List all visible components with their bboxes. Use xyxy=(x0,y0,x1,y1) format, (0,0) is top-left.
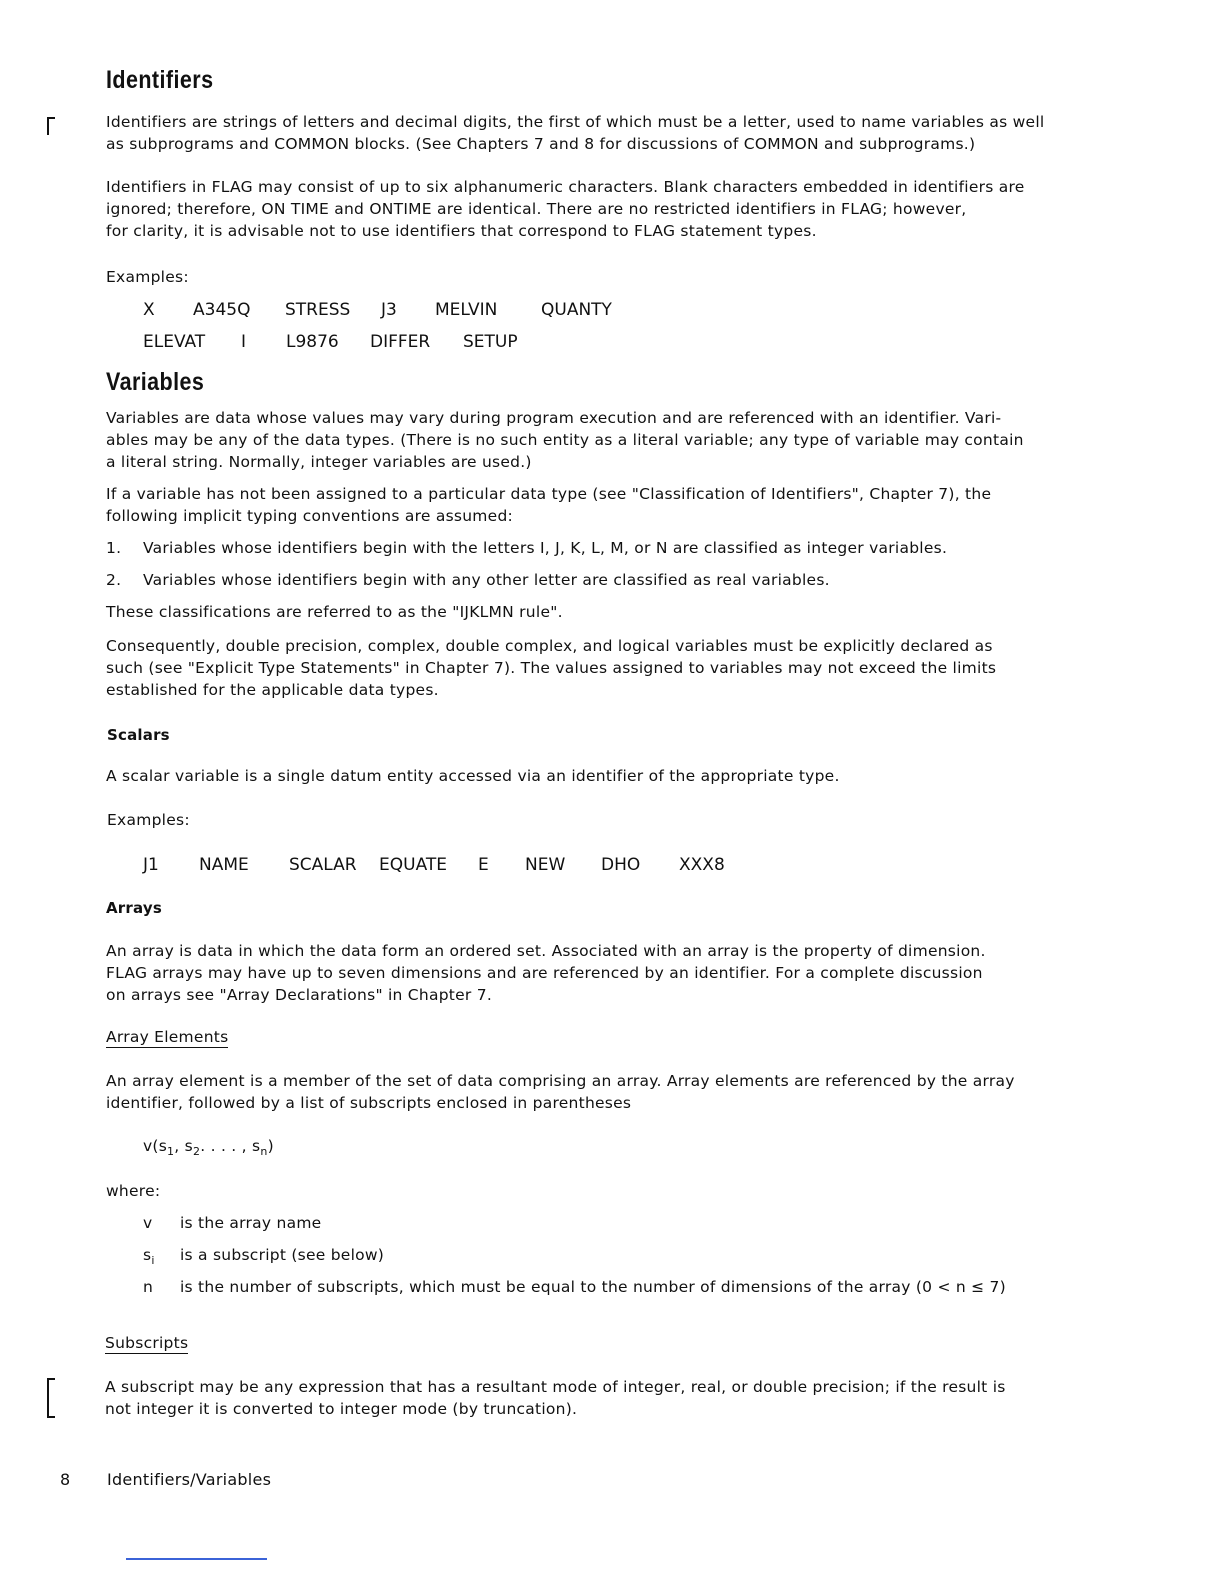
definition-symbol: n xyxy=(143,1278,154,1296)
example-scalar: NAME xyxy=(199,855,249,875)
subscripts-paragraph-line-1: A subscript may be any expression that has a resultant mode of integer, real, or double precision; if the result is xyxy=(105,1378,1006,1396)
example-identifier: MELVIN xyxy=(435,300,498,320)
identifiers-paragraph-2-line-2: ignored; therefore, ON TIME and ONTIME are identical. There are no restricted identifiers in FLAG; however, xyxy=(106,200,967,218)
example-identifier: L9876 xyxy=(286,332,339,352)
arrays-paragraph-line-3: on arrays see "Array Declarations" in Chapter 7. xyxy=(106,986,492,1004)
variables-paragraph-2-line-1: If a variable has not been assigned to a particular data type (see "Classification of Identifiers", Chapter 7), the xyxy=(106,485,992,503)
example-scalar: NEW xyxy=(525,855,566,875)
variables-paragraph-4-line-2: such (see "Explicit Type Statements" in Chapter 7). The values assigned to variables may not exceed the limits xyxy=(106,659,997,677)
definition-symbol: $s_i$ xyxy=(143,1246,155,1267)
definition-text: is the array name xyxy=(180,1214,322,1232)
example-scalar: DHO xyxy=(601,855,641,875)
arrays-heading: Arrays xyxy=(106,899,162,917)
definition-text: is a subscript (see below) xyxy=(180,1246,385,1264)
variables-paragraph-2-line-2: following implicit typing conventions are assumed: xyxy=(106,507,514,525)
running-title: Identifiers/Variables xyxy=(107,1470,272,1489)
page-number: 8 xyxy=(60,1470,71,1489)
scalars-heading: Scalars xyxy=(107,726,170,744)
scalars-paragraph: A scalar variable is a single datum entity accessed via an identifier of the appropriate type. xyxy=(106,767,840,785)
array-elements-paragraph-line-2: identifier, followed by a list of subscripts enclosed in parentheses xyxy=(106,1094,632,1112)
identifiers-examples-label: Examples: xyxy=(106,268,189,286)
example-identifier: QUANTY xyxy=(541,300,612,320)
example-identifier: A345Q xyxy=(193,300,251,320)
list-item: Variables whose identifiers begin with the letters I, J, K, L, M, or N are classified as integer variables. xyxy=(143,539,948,557)
identifiers-heading: Identifiers xyxy=(106,66,214,94)
variables-paragraph-3: These classifications are referred to as the "IJKLMN rule". xyxy=(106,603,563,621)
identifiers-paragraph-1-line-1: Identifiers are strings of letters and decimal digits, the first of which must be a letter, used to name variables as well xyxy=(106,113,1045,131)
subscripts-paragraph-line-2: not integer it is converted to integer mode (by truncation). xyxy=(105,1400,578,1418)
definition-text: is the number of subscripts, which must be equal to the number of dimensions of the array (0 < n ≤ 7) xyxy=(180,1278,1006,1296)
definition-symbol: v xyxy=(143,1214,153,1232)
variables-paragraph-4-line-1: Consequently, double precision, complex, double complex, and logical variables must be explicitly declared as xyxy=(106,637,993,655)
variables-heading: Variables xyxy=(106,368,205,396)
arrays-paragraph-line-2: FLAG arrays may have up to seven dimensions and are referenced by an identifier. For a complete discussion xyxy=(106,964,983,982)
example-scalar: SCALAR xyxy=(289,855,357,875)
identifiers-paragraph-2-line-1: Identifiers in FLAG may consist of up to six alphanumeric characters. Blank characters embedded in identifiers are xyxy=(106,178,1025,196)
arrays-paragraph-line-1: An array is data in which the data form an ordered set. Associated with an array is the property of dimension. xyxy=(106,942,986,960)
example-scalar: E xyxy=(478,855,489,875)
example-scalar: J1 xyxy=(143,855,159,875)
example-identifier: X xyxy=(143,300,155,320)
example-scalar: XXX8 xyxy=(679,855,725,875)
subscripts-heading: Subscripts xyxy=(105,1334,189,1352)
scan-artifact-line xyxy=(126,1558,267,1560)
identifiers-paragraph-1-line-2: as subprograms and COMMON blocks. (See Chapters 7 and 8 for discussions of COMMON and subprograms.) xyxy=(106,135,976,153)
example-identifier: SETUP xyxy=(463,332,518,352)
example-identifier: I xyxy=(241,332,247,352)
variables-paragraph-1-line-2: ables may be any of the data types. (There is no such entity as a literal variable; any type of variable may contain xyxy=(106,431,1024,449)
array-elements-heading: Array Elements xyxy=(106,1028,229,1046)
change-bar-bracket xyxy=(47,1378,55,1418)
list-item: Variables whose identifiers begin with any other letter are classified as real variables. xyxy=(143,571,830,589)
variables-paragraph-1-line-1: Variables are data whose values may vary during program execution and are referenced with an identifier. Vari- xyxy=(106,409,1002,427)
array-elements-paragraph-line-1: An array element is a member of the set of data comprising an array. Array elements are referenced by the array xyxy=(106,1072,1015,1090)
example-identifier: J3 xyxy=(381,300,397,320)
list-item-number: 1. xyxy=(106,539,122,557)
list-item-number: 2. xyxy=(106,571,122,589)
where-label: where: xyxy=(106,1182,161,1200)
variables-paragraph-1-line-3: a literal string. Normally, integer variables are used.) xyxy=(106,453,532,471)
example-scalar: EQUATE xyxy=(379,855,447,875)
identifiers-paragraph-2-line-3: for clarity, it is advisable not to use identifiers that correspond to FLAG statement types. xyxy=(106,222,817,240)
example-identifier: ELEVAT xyxy=(143,332,206,352)
scalars-examples-label: Examples: xyxy=(107,811,190,829)
example-identifier: STRESS xyxy=(285,300,351,320)
variables-paragraph-4-line-3: established for the applicable data types. xyxy=(106,681,439,699)
array-reference-formula: $v(s_1$, $s_2$. . . . , $s_n$) xyxy=(143,1137,274,1158)
example-identifier: DIFFER xyxy=(370,332,431,352)
